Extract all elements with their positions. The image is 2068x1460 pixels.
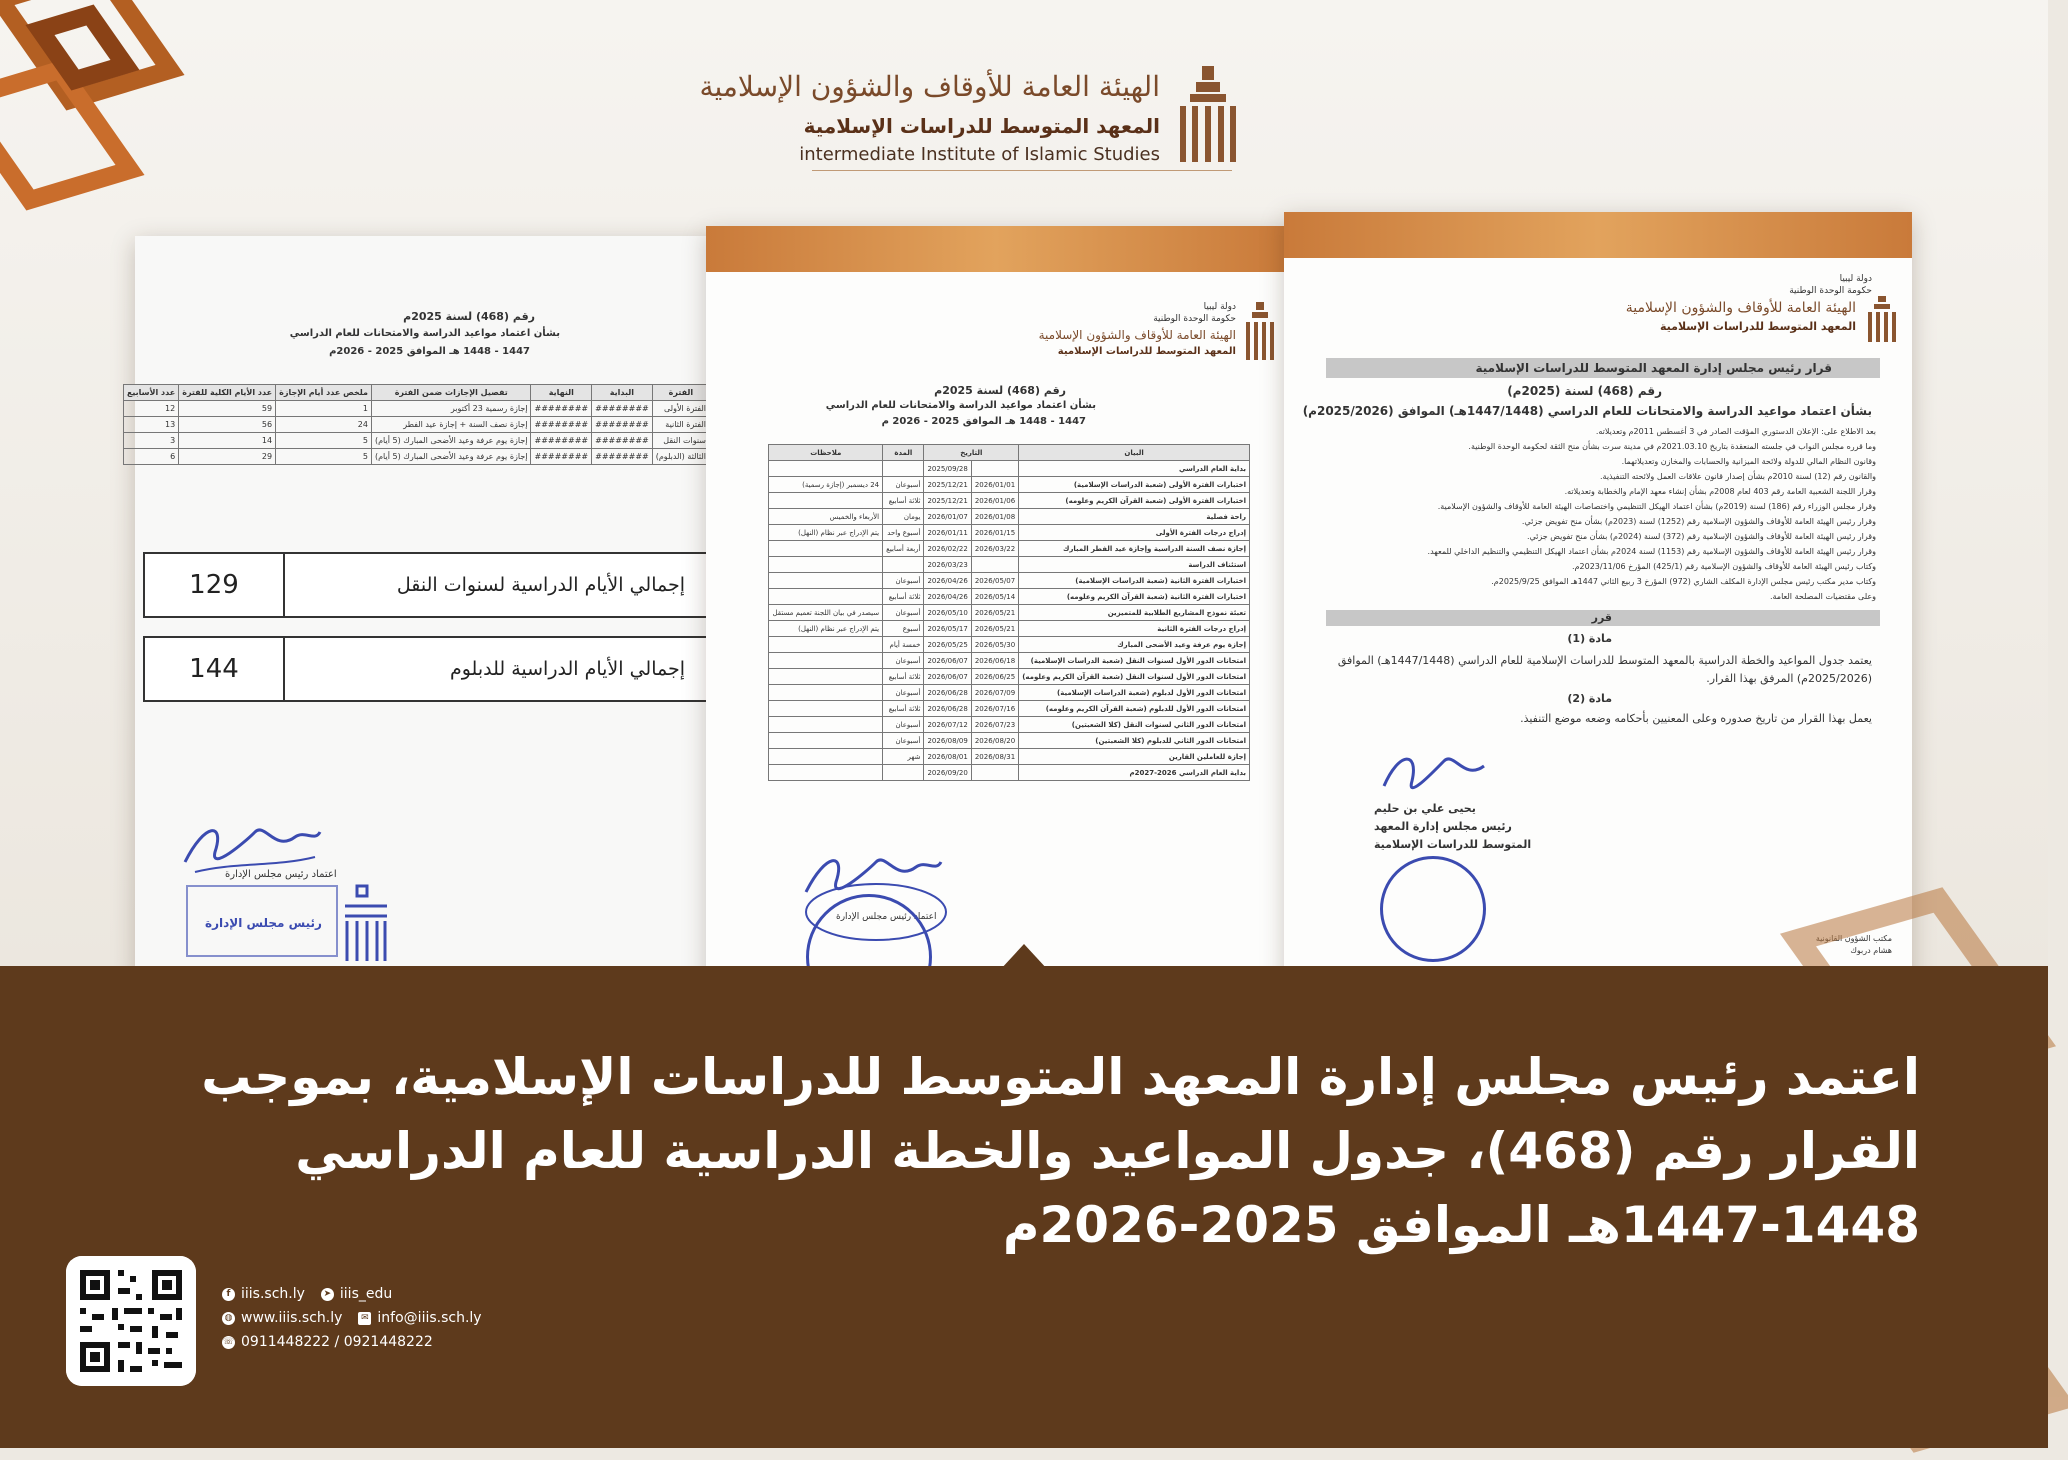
cell bbox=[971, 765, 1018, 781]
cell: شهر bbox=[883, 749, 924, 765]
total-transfer-label: إجمالي الأيام الدراسية لسنوات النقل bbox=[396, 574, 685, 596]
table-row bbox=[123, 401, 709, 417]
cell: اختبارات الفترة الثانية (شعبة الدراسات الإسلامية) bbox=[1019, 573, 1250, 589]
institute-emblem-icon bbox=[1244, 302, 1276, 362]
band-notch bbox=[1000, 944, 1048, 970]
cell bbox=[883, 461, 924, 477]
cc-name: هشام دربوك bbox=[1850, 946, 1892, 955]
cell: ثلاثة أسابيع bbox=[883, 701, 924, 717]
cell: 2026/01/06 bbox=[971, 493, 1018, 509]
institute-name-arabic: المعهد المتوسط للدراسات الإسلامية bbox=[803, 114, 1160, 138]
cell: إجازة يوم عرفة وعيد الأضحى المبارك (5 أيام) bbox=[371, 449, 531, 465]
contact-row-web bbox=[222, 1310, 482, 1326]
decides-label: قرر bbox=[1591, 611, 1612, 624]
cell: تعبئة نموذج المشاريع الطلابية للمتميزين bbox=[1019, 605, 1250, 621]
doc-mid-authority: الهيئة العامة للأوقاف والشؤون الإسلامية bbox=[1038, 328, 1236, 342]
doc-left-approval: اعتماد رئيس مجلس الإدارة bbox=[225, 869, 337, 880]
table-row bbox=[769, 685, 1250, 701]
cell bbox=[971, 461, 1018, 477]
cell: 2026/06/28 bbox=[924, 685, 971, 701]
doc-mid-number: رقم (468) لسنة 2025م bbox=[934, 384, 1066, 397]
preamble-line: وكتاب مدير مكتب رئيس مجلس الإدارة المكلف الشاري (972) المؤرخ 3 ربيع الثاني 1447هـ الموافق 2025/9/25م. bbox=[1491, 577, 1876, 586]
cell: 2026/05/10 bbox=[924, 605, 971, 621]
cell: 2025/12/21 bbox=[924, 493, 971, 509]
telegram-icon: ➤ bbox=[321, 1288, 334, 1301]
col-period: الفترة bbox=[652, 385, 709, 401]
doc-right-country: دولة ليبيا bbox=[1839, 274, 1872, 284]
article1-text: يعتمد جدول المواعيد والخطة الدراسية بالمعهد المتوسط للدراسات الإسلامية للعام الدراسي (1447/1448هـ) الموافق (2025/2026م) المرفق بهذا القرار. bbox=[1337, 654, 1872, 685]
cell: 2026/01/11 bbox=[924, 525, 971, 541]
cell: ######## bbox=[531, 433, 592, 449]
cell: 1 bbox=[276, 401, 372, 417]
doc-mid-page bbox=[706, 272, 1286, 986]
authority-name: الهيئة العامة للأوقاف والشؤون الإسلامية bbox=[699, 70, 1160, 103]
table-row bbox=[769, 733, 1250, 749]
doc-mid-country: دولة ليبيا bbox=[1203, 302, 1236, 312]
table-row bbox=[769, 749, 1250, 765]
document-decision bbox=[1284, 212, 1912, 984]
cell: 2026/07/23 bbox=[971, 717, 1018, 733]
doc-left-subject: بشأن اعتماد مواعيد الدراسة والامتحانات للعام الدراسي bbox=[289, 328, 560, 339]
cell: يتم الإدراج عبر نظام (النهل) bbox=[769, 525, 883, 541]
total-transfer-value: 129 bbox=[145, 554, 285, 616]
cell: امتحانات الدور الأول للدبلوم (شعبة القرآن الكريم وعلومه) bbox=[1019, 701, 1250, 717]
schedule-table bbox=[768, 444, 1250, 781]
col-detail: تفصيل الإجازات ضمن الفترة bbox=[371, 385, 531, 401]
cc-legal-office: مكتب الشؤون القانونية bbox=[1815, 934, 1892, 943]
cell bbox=[769, 669, 883, 685]
website-link[interactable]: www.iiis.sch.ly bbox=[241, 1310, 343, 1326]
doc-left-number: رقم (468) لسنة 2025م bbox=[403, 310, 535, 323]
cell: 2026/03/23 bbox=[924, 557, 971, 573]
table-row bbox=[769, 573, 1250, 589]
preamble-list bbox=[1316, 424, 1876, 604]
table-row bbox=[769, 637, 1250, 653]
total-diploma-box bbox=[143, 636, 727, 702]
cell bbox=[769, 589, 883, 605]
cell: أسبوعان bbox=[883, 653, 924, 669]
cell bbox=[769, 493, 883, 509]
cell: 2025/09/28 bbox=[924, 461, 971, 477]
table-row bbox=[769, 669, 1250, 685]
cell: راحة فصلية bbox=[1019, 509, 1250, 525]
cell: يتم الإدراج عبر نظام (النهل) bbox=[769, 621, 883, 637]
cell: 24 bbox=[276, 417, 372, 433]
cell: يومان bbox=[883, 509, 924, 525]
cell: إجازة للعاملين القارين bbox=[1019, 749, 1250, 765]
cell: 56 bbox=[179, 417, 276, 433]
doc-mid-institute: المعهد المتوسط للدراسات الإسلامية bbox=[1057, 346, 1236, 357]
total-transfer-box bbox=[143, 552, 727, 618]
cell: 2026/05/07 bbox=[971, 573, 1018, 589]
col-duration: المدة bbox=[883, 445, 924, 461]
cell bbox=[883, 557, 924, 573]
doc-mid-year: 1447 - 1448 هـ الموافق 2025 - 2026 م bbox=[881, 416, 1086, 427]
cell bbox=[883, 765, 924, 781]
cell: 2026/06/28 bbox=[924, 701, 971, 717]
decorative-pattern-icon bbox=[0, 0, 200, 260]
table-row bbox=[769, 477, 1250, 493]
globe-icon: ◍ bbox=[222, 1312, 235, 1325]
signer-title-1: رئيس مجلس إدارة المعهد bbox=[1374, 820, 1512, 833]
institute-stamp-icon bbox=[1380, 856, 1486, 962]
col-date: التاريخ bbox=[924, 445, 1019, 461]
table-row bbox=[769, 621, 1250, 637]
cell bbox=[769, 717, 883, 733]
preamble-line: وكتاب رئيس الهيئة العامة للأوقاف والشؤون الإسلامية رقم (425/1) المؤرخ 2023/11/06م. bbox=[1572, 562, 1876, 571]
cell: سنوات النقل bbox=[652, 433, 709, 449]
col-weeks: عدد الأسابيع bbox=[123, 385, 178, 401]
total-diploma-value: 144 bbox=[145, 638, 285, 700]
doc-right-header-bar bbox=[1284, 212, 1912, 258]
cell: ثلاثة أسابيع bbox=[883, 669, 924, 685]
cell: 2026/04/26 bbox=[924, 589, 971, 605]
doc-left-year: 1447 - 1448 هـ الموافق 2025 - 2026م bbox=[329, 346, 530, 357]
cell: 59 bbox=[179, 401, 276, 417]
doc-mid-government: حكومة الوحدة الوطنية bbox=[1153, 314, 1236, 324]
table-row bbox=[769, 557, 1250, 573]
institute-emblem-icon bbox=[1866, 296, 1898, 344]
periods-table bbox=[123, 384, 710, 465]
col-notes: ملاحظات bbox=[769, 445, 883, 461]
doc-right-government: حكومة الوحدة الوطنية bbox=[1789, 286, 1872, 296]
email-link[interactable]: info@iiis.sch.ly bbox=[377, 1310, 482, 1326]
col-end: النهاية bbox=[531, 385, 592, 401]
cell: إدراج درجات الفترة الثانية bbox=[1019, 621, 1250, 637]
table-row bbox=[123, 433, 709, 449]
cell: 2026/03/22 bbox=[971, 541, 1018, 557]
cell: امتحانات الدور الثاني للدبلوم (كلا الشعبتين) bbox=[1019, 733, 1250, 749]
cell: 2026/08/20 bbox=[971, 733, 1018, 749]
doc-right-authority: الهيئة العامة للأوقاف والشؤون الإسلامية bbox=[1625, 300, 1856, 316]
cell: بداية العام الدراسي 2026-2027م bbox=[1019, 765, 1250, 781]
cell: الثالثة (الدبلوم) bbox=[652, 449, 709, 465]
cell bbox=[769, 653, 883, 669]
cell: 2026/05/17 bbox=[924, 621, 971, 637]
article1-title: مادة (1) bbox=[1567, 632, 1612, 645]
contact-row-social bbox=[222, 1286, 392, 1302]
cell: اختبارات الفترة الأولى (شعبة الدراسات الإسلامية) bbox=[1019, 477, 1250, 493]
cell: ######## bbox=[531, 449, 592, 465]
col-item: البيان bbox=[1019, 445, 1250, 461]
cell: استئناف الدراسة bbox=[1019, 557, 1250, 573]
table-row bbox=[769, 461, 1250, 477]
cell: 29 bbox=[179, 449, 276, 465]
table-row bbox=[769, 605, 1250, 621]
cell: أسبوع bbox=[883, 621, 924, 637]
cell: ######## bbox=[531, 401, 592, 417]
preamble-line: وما قرره مجلس النواب في جلسته المنعقدة بتاريخ 2021.03.10م في مدينة سرت بشأن منح الثقة لحكومة الوحدة الوطنية. bbox=[1468, 442, 1876, 451]
preamble-line: وقرار رئيس الهيئة العامة للأوقاف والشؤون الإسلامية رقم (1153) لسنة 2024م بشأن اعتماد الهيكل التنظيمي والتنظيم الداخلي للمعهد. bbox=[1427, 547, 1876, 556]
cell: 2026/07/09 bbox=[971, 685, 1018, 701]
doc-right-institute: المعهد المتوسط للدراسات الإسلامية bbox=[1659, 320, 1856, 333]
cell: أسبوعان bbox=[883, 717, 924, 733]
cell bbox=[769, 461, 883, 477]
cell bbox=[769, 541, 883, 557]
cell: أسبوعان bbox=[883, 477, 924, 493]
cell: ######## bbox=[592, 433, 653, 449]
col-days: عدد الأيام الكلية للفترة bbox=[179, 385, 276, 401]
cell bbox=[769, 573, 883, 589]
cell: أسبوع واحد bbox=[883, 525, 924, 541]
cell: ######## bbox=[592, 401, 653, 417]
phone-numbers[interactable]: 0911448222 / 0921448222 bbox=[241, 1334, 433, 1350]
table-row bbox=[769, 589, 1250, 605]
article2-title: مادة (2) bbox=[1567, 692, 1612, 705]
cell: 2026/04/26 bbox=[924, 573, 971, 589]
headline-line-3: 1447-1448هـ الموافق 2025-2026م bbox=[1002, 1196, 1920, 1254]
table-row bbox=[769, 653, 1250, 669]
table-row bbox=[123, 417, 709, 433]
headline-line-1: اعتمد رئيس مجلس إدارة المعهد المتوسط للدراسات الإسلامية، بموجب bbox=[201, 1048, 1920, 1106]
cell: 2026/06/25 bbox=[971, 669, 1018, 685]
cell bbox=[769, 765, 883, 781]
cell bbox=[769, 637, 883, 653]
cell: 2026/01/08 bbox=[971, 509, 1018, 525]
total-diploma-label: إجمالي الأيام الدراسية للدبلوم bbox=[449, 658, 685, 680]
institute-logo bbox=[699, 62, 1240, 172]
cell: إجازة رسمية 23 أكتوبر bbox=[371, 401, 531, 417]
cell: 2026/05/14 bbox=[971, 589, 1018, 605]
cell: 2026/05/21 bbox=[971, 621, 1018, 637]
cell: إجازة نصف السنة + إجازة عيد الفطر bbox=[371, 417, 531, 433]
phone-icon: ☏ bbox=[222, 1336, 235, 1347]
decision-title: قرار رئيس مجلس إدارة المعهد المتوسط للدراسات الإسلامية bbox=[1475, 361, 1832, 375]
cell: اختبارات الفترة الثانية (شعبة القرآن الكريم وعلومه) bbox=[1019, 589, 1250, 605]
signer-title-2: المتوسط للدراسات الإسلامية bbox=[1374, 838, 1532, 851]
cell bbox=[769, 557, 883, 573]
cell: أربعة أسابيع bbox=[883, 541, 924, 557]
document-summary-table bbox=[126, 236, 710, 976]
cell: 2026/08/01 bbox=[924, 749, 971, 765]
cell: 2026/08/31 bbox=[971, 749, 1018, 765]
cell: 3 bbox=[123, 433, 178, 449]
telegram-handle[interactable]: iiis_edu bbox=[339, 1286, 393, 1302]
cell: بداية العام الدراسي bbox=[1019, 461, 1250, 477]
cell: 2026/09/20 bbox=[924, 765, 971, 781]
header-divider bbox=[812, 170, 1232, 171]
preamble-line: وقانون النظام المالي للدولة ولائحة الميزانية والحسابات والمخازن وتعديلاتهما. bbox=[1621, 457, 1876, 466]
facebook-icon: f bbox=[222, 1288, 235, 1301]
contact-row-phone bbox=[222, 1334, 433, 1350]
preamble-line: وقرار مجلس الوزراء رقم (186) لسنة (2019م) بشأن اعتماد الهيكل التنظيمي واختصاصات الهيئة العامة للأوقاف والشؤون الإسلامية. bbox=[1437, 502, 1876, 511]
decision-number: رقم (468) لسنة (2025م) bbox=[1507, 384, 1662, 398]
table-row bbox=[769, 493, 1250, 509]
doc-mid-approval: اعتماد رئيس مجلس الإدارة bbox=[836, 912, 937, 922]
cell: 12 bbox=[123, 401, 178, 417]
cell bbox=[971, 557, 1018, 573]
cell: إجازة يوم عرفة وعيد الأضحى المبارك (5 أيام) bbox=[371, 433, 531, 449]
cell: أسبوعان bbox=[883, 685, 924, 701]
cell: ثلاثة أسابيع bbox=[883, 589, 924, 605]
doc-mid-header-bar bbox=[706, 226, 1286, 272]
cell: ######## bbox=[592, 417, 653, 433]
col-leave: ملخص عدد أيام الإجازة bbox=[276, 385, 372, 401]
table-row bbox=[769, 765, 1250, 781]
table-row bbox=[769, 509, 1250, 525]
cell: ######## bbox=[531, 417, 592, 433]
cell: امتحانات الدور الأول لسنوات النقل (شعبة الدراسات الإسلامية) bbox=[1019, 653, 1250, 669]
cell: الأربعاء والخميس bbox=[769, 509, 883, 525]
cell: إجازة نصف السنة الدراسية وإجازة عيد الفطر المبارك bbox=[1019, 541, 1250, 557]
preamble-line: وقرار رئيس الهيئة العامة للأوقاف والشؤون الإسلامية رقم (1252) لسنة (2023م) بشأن منح تفويض جزئي. bbox=[1521, 517, 1876, 526]
preamble-line: وقرار رئيس الهيئة العامة للأوقاف والشؤون الإسلامية رقم (372) لسنة (2024م) بشأن منح تفويض جزئي. bbox=[1526, 532, 1876, 541]
cell: 5 bbox=[276, 449, 372, 465]
cell: 6 bbox=[123, 449, 178, 465]
cell: إجازة يوم عرفة وعيد الأضحى المبارك bbox=[1019, 637, 1250, 653]
cell: 2026/06/18 bbox=[971, 653, 1018, 669]
doc-mid-subject: بشأن اعتماد مواعيد الدراسة والامتحانات للعام الدراسي bbox=[825, 400, 1096, 411]
email-icon: ✉ bbox=[358, 1312, 371, 1325]
table-row bbox=[769, 541, 1250, 557]
headline-line-2: القرار رقم (468)، جدول المواعيد والخطة الدراسية للعام الدراسي bbox=[295, 1122, 1920, 1180]
cell: 2025/12/21 bbox=[924, 477, 971, 493]
cell: سيصدر في بيان اللجنة تعميم مستقل bbox=[769, 605, 883, 621]
cell: ثلاثة أسابيع bbox=[883, 493, 924, 509]
article2-text: يعمل بهذا القرار من تاريخ صدوره وعلى المعنيين بأحكامه وضعه موضع التنفيذ. bbox=[1520, 712, 1872, 725]
table-row bbox=[769, 525, 1250, 541]
cell: 2026/07/16 bbox=[971, 701, 1018, 717]
cell: 2026/06/07 bbox=[924, 669, 971, 685]
signer-name: يحيى علي بن حليم bbox=[1374, 802, 1476, 815]
preamble-line: وقرار اللجنة الشعبية العامة رقم 403 لعام 2008م بشأن إنشاء معهد الإمام والخطابة وتعديلاته. bbox=[1564, 487, 1876, 496]
cell: أسبوعان bbox=[883, 573, 924, 589]
cell: امتحانات الدور الأول لسنوات النقل (شعبة القرآن الكريم وعلومه) bbox=[1019, 669, 1250, 685]
decision-subject: بشأن اعتماد مواعيد الدراسة والامتحانات للعام الدراسي (1447/1448هـ) الموافق (2025/2026م) bbox=[1302, 404, 1872, 418]
institute-emblem-icon bbox=[1176, 66, 1240, 166]
cell: خمسة أيام bbox=[883, 637, 924, 653]
cell: 13 bbox=[123, 417, 178, 433]
table-row bbox=[769, 701, 1250, 717]
cell: أسبوعان bbox=[883, 605, 924, 621]
cell: إدراج درجات الفترة الأولى bbox=[1019, 525, 1250, 541]
cell: 24 ديسمبر (إجازة رسمية) bbox=[769, 477, 883, 493]
preamble-line: وعلى مقتضيات المصلحة العامة. bbox=[1769, 592, 1876, 601]
table-row bbox=[769, 717, 1250, 733]
cell: 2026/02/22 bbox=[924, 541, 971, 557]
cell: امتحانات الدور الثاني لسنوات النقل (كلا الشعبتين) bbox=[1019, 717, 1250, 733]
document-schedule-table bbox=[706, 226, 1286, 986]
cell: 2026/07/12 bbox=[924, 717, 971, 733]
headline bbox=[120, 1040, 1920, 1262]
cell: 2026/05/21 bbox=[971, 605, 1018, 621]
preamble-line: والقانون رقم (12) لسنة 2010م بشأن إصدار قانون علاقات العمل ولائحته التنفيذية. bbox=[1600, 472, 1876, 481]
doc-left-chair: رئيس مجلس الإدارة bbox=[205, 916, 322, 930]
doc-right-page bbox=[1284, 258, 1912, 984]
preamble-line: بعد الاطلاع على: الإعلان الدستوري المؤقت الصادر في 3 أغسطس 2011م وتعديلاته. bbox=[1595, 427, 1876, 436]
cell bbox=[769, 701, 883, 717]
table-row bbox=[123, 449, 709, 465]
cell: 2026/05/25 bbox=[924, 637, 971, 653]
cell: الفترة الثانية bbox=[652, 417, 709, 433]
cell: ######## bbox=[592, 449, 653, 465]
cell: 2026/06/07 bbox=[924, 653, 971, 669]
cell: 14 bbox=[179, 433, 276, 449]
qr-code-icon[interactable] bbox=[66, 1256, 196, 1386]
cell bbox=[769, 733, 883, 749]
cell: أسبوعان bbox=[883, 733, 924, 749]
cell: 2026/05/30 bbox=[971, 637, 1018, 653]
cell: 2026/01/01 bbox=[971, 477, 1018, 493]
cell: 2026/08/09 bbox=[924, 733, 971, 749]
cell bbox=[769, 749, 883, 765]
cell bbox=[769, 685, 883, 701]
facebook-handle[interactable]: iiis.sch.ly bbox=[241, 1286, 305, 1302]
cell: امتحانات الدور الأول لدبلوم (شعبة الدراسات الإسلامية) bbox=[1019, 685, 1250, 701]
institute-name-english: intermediate Institute of Islamic Studies bbox=[799, 144, 1160, 165]
cell: 2026/01/15 bbox=[971, 525, 1018, 541]
cell: 2026/01/07 bbox=[924, 509, 971, 525]
cell: اختبارات الفترة الأولى (شعبة القرآن الكريم وعلومه) bbox=[1019, 493, 1250, 509]
cell: الفترة الأولى bbox=[652, 401, 709, 417]
col-start: البداية bbox=[592, 385, 653, 401]
cell: 5 bbox=[276, 433, 372, 449]
